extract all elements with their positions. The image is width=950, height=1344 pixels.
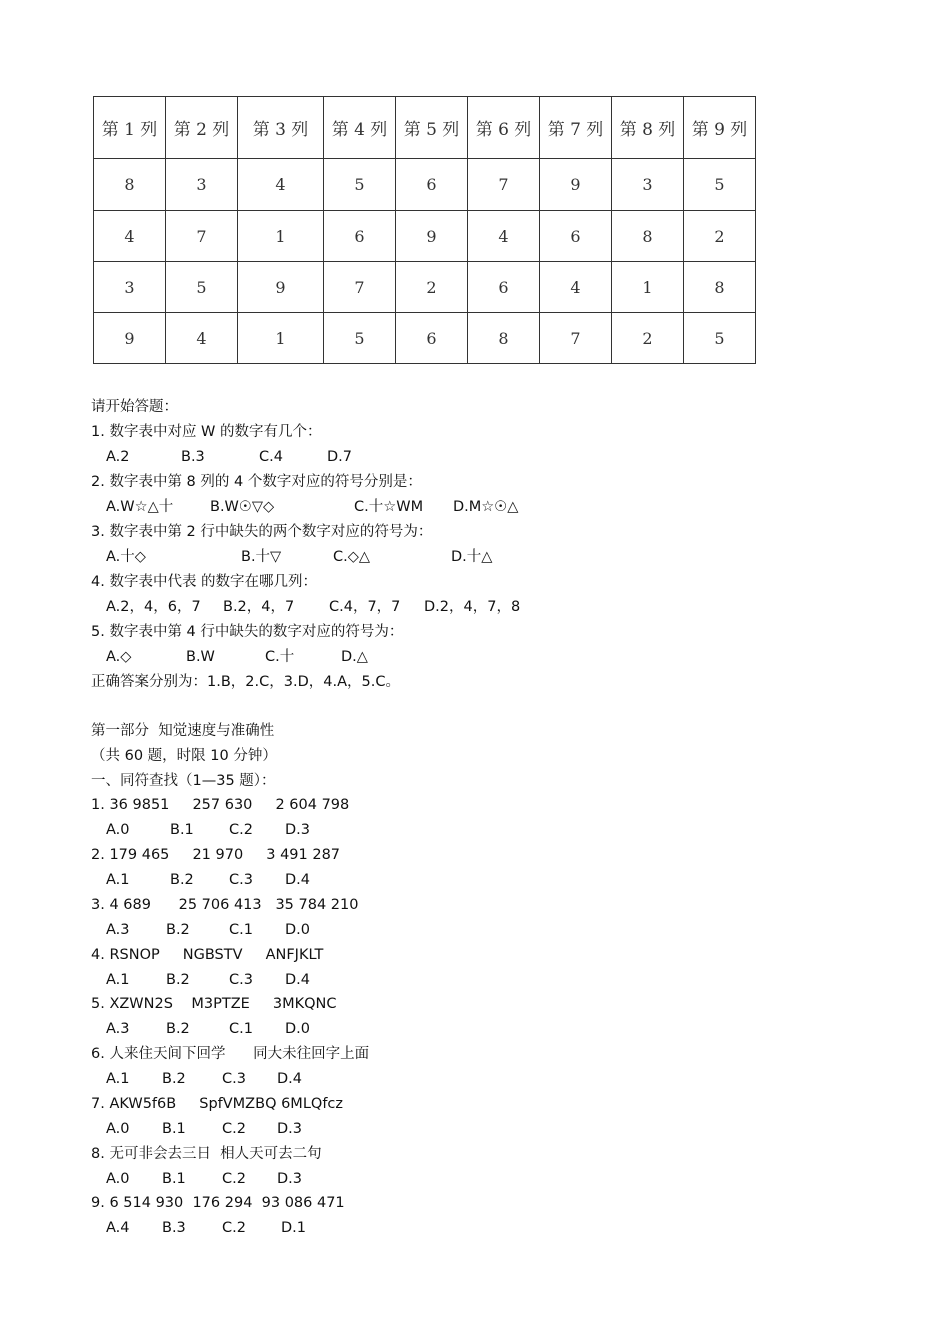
option: D.4 xyxy=(277,1071,302,1087)
start-instruction: 请开始答题： xyxy=(91,399,178,415)
option: C.十 xyxy=(265,649,295,665)
question-9: 9. 6 514 930 176 294 93 086 471 xyxy=(91,1195,345,1211)
table-cell: 4 xyxy=(540,262,612,313)
table-cell: 6 xyxy=(468,262,540,313)
table-cell: 5 xyxy=(684,313,756,364)
option: A.3 xyxy=(106,1021,130,1037)
table-cell: 7 xyxy=(540,313,612,364)
table-cell: 4 xyxy=(238,159,324,211)
option: D.3 xyxy=(277,1171,302,1187)
option: D.M☆☉△ xyxy=(453,499,519,515)
option: C.2 xyxy=(222,1220,246,1236)
table-cell: 3 xyxy=(166,159,238,211)
option: A.1 xyxy=(106,972,130,988)
table-row xyxy=(94,262,756,313)
table-cell: 5 xyxy=(166,262,238,313)
option: B.十▽ xyxy=(241,549,282,565)
option: B.1 xyxy=(162,1121,186,1137)
option: A.4 xyxy=(106,1220,130,1236)
table-header: 第 4 列 xyxy=(324,97,396,159)
table-cell: 1 xyxy=(238,211,324,262)
table-cell: 3 xyxy=(612,159,684,211)
option: A.◇ xyxy=(106,649,132,665)
option: A.2，4，6，7 xyxy=(106,599,201,615)
option: D.3 xyxy=(277,1121,302,1137)
option: D.7 xyxy=(327,449,352,465)
table-header: 第 9 列 xyxy=(684,97,756,159)
table-cell: 6 xyxy=(324,211,396,262)
option: C.1 xyxy=(229,922,253,938)
table-cell: 4 xyxy=(94,211,166,262)
option: C.2 xyxy=(222,1171,246,1187)
table-cell: 7 xyxy=(166,211,238,262)
option: A.W☆△十 xyxy=(106,499,174,515)
intro-question-4: 4. 数字表中代表 的数字在哪几列： xyxy=(91,574,318,590)
table-cell: 9 xyxy=(396,211,468,262)
table-header: 第 2 列 xyxy=(166,97,238,159)
table-header-row xyxy=(94,97,756,159)
answer-key: 正确答案分别为：1.B，2.C，3.D，4.A，5.C。 xyxy=(91,674,400,690)
section-heading: 一、同符查找（1—35 题）： xyxy=(91,773,276,789)
option: A.0 xyxy=(106,822,130,838)
table-cell: 1 xyxy=(612,262,684,313)
question-8: 8. 无可非会去三日 相人天可去二句 xyxy=(91,1146,322,1162)
option: C.3 xyxy=(229,972,253,988)
intro-question-2: 2. 数字表中第 8 列的 4 个数字对应的符号分别是： xyxy=(91,474,422,490)
part-title: 第一部分 知觉速度与准确性 xyxy=(91,723,275,739)
option: D.十△ xyxy=(451,549,493,565)
intro-question-1: 1. 数字表中对应 W 的数字有几个： xyxy=(91,424,322,440)
option: A.2 xyxy=(106,449,130,465)
question-2: 2. 179 465 21 970 3 491 287 xyxy=(91,847,341,863)
table-cell: 5 xyxy=(324,159,396,211)
question-3: 3. 4 689 25 706 413 35 784 210 xyxy=(91,897,359,913)
option: B.1 xyxy=(170,822,194,838)
option: B.2，4，7 xyxy=(223,599,295,615)
table-cell: 7 xyxy=(324,262,396,313)
option: D.4 xyxy=(285,872,310,888)
option: B.2 xyxy=(166,1021,190,1037)
table-cell: 6 xyxy=(396,313,468,364)
table-cell: 8 xyxy=(612,211,684,262)
table-cell: 2 xyxy=(612,313,684,364)
question-1: 1. 36 9851 257 630 2 604 798 xyxy=(91,797,350,813)
option: D.0 xyxy=(285,922,310,938)
table-cell: 3 xyxy=(94,262,166,313)
table-row xyxy=(94,211,756,262)
table-cell: 1 xyxy=(238,313,324,364)
option: B.3 xyxy=(162,1220,186,1236)
option: B.2 xyxy=(162,1071,186,1087)
option: A.0 xyxy=(106,1121,130,1137)
option: D.1 xyxy=(281,1220,306,1236)
option: C.◇△ xyxy=(333,549,371,565)
option: C.4，7，7 xyxy=(329,599,401,615)
option: B.W☉▽◇ xyxy=(210,499,275,515)
table-cell: 9 xyxy=(540,159,612,211)
option: D.3 xyxy=(285,822,310,838)
table-header: 第 1 列 xyxy=(94,97,166,159)
table-cell: 2 xyxy=(396,262,468,313)
table-cell: 9 xyxy=(238,262,324,313)
table-cell: 9 xyxy=(94,313,166,364)
option: A.3 xyxy=(106,922,130,938)
option: C.2 xyxy=(222,1121,246,1137)
table-row xyxy=(94,313,756,364)
table-row xyxy=(94,159,756,211)
table-header: 第 7 列 xyxy=(540,97,612,159)
table-header: 第 8 列 xyxy=(612,97,684,159)
option: B.3 xyxy=(181,449,205,465)
table-header: 第 5 列 xyxy=(396,97,468,159)
table-cell: 8 xyxy=(468,313,540,364)
table-cell: 8 xyxy=(94,159,166,211)
option: C.十☆WM xyxy=(354,499,424,515)
part-subtitle: （共 60 题，时限 10 分钟） xyxy=(91,748,277,764)
table-header: 第 3 列 xyxy=(238,97,324,159)
table-cell: 7 xyxy=(468,159,540,211)
question-5: 5. XZWN2S M3PTZE 3MKQNC xyxy=(91,996,337,1012)
option: B.2 xyxy=(166,922,190,938)
option: C.2 xyxy=(229,822,253,838)
intro-question-3: 3. 数字表中第 2 行中缺失的两个数字对应的符号为： xyxy=(91,524,433,540)
table-cell: 4 xyxy=(166,313,238,364)
option: B.W xyxy=(186,649,215,665)
table-cell: 2 xyxy=(684,211,756,262)
option: D.△ xyxy=(341,649,368,665)
table-cell: 6 xyxy=(396,159,468,211)
question-7: 7. AKW5f6B SpfVMZBQ 6MLQfcz xyxy=(91,1096,344,1112)
table-cell: 6 xyxy=(540,211,612,262)
option: A.0 xyxy=(106,1171,130,1187)
option: C.3 xyxy=(222,1071,246,1087)
question-6: 6. 人来住天间下回学 同大未往回字上面 xyxy=(91,1046,370,1062)
option: A.1 xyxy=(106,872,130,888)
option: A.1 xyxy=(106,1071,130,1087)
option: B.2 xyxy=(170,872,194,888)
table-cell: 5 xyxy=(324,313,396,364)
option: B.1 xyxy=(162,1171,186,1187)
option: C.4 xyxy=(259,449,283,465)
table-cell: 5 xyxy=(684,159,756,211)
option: B.2 xyxy=(166,972,190,988)
option: C.3 xyxy=(229,872,253,888)
option: C.1 xyxy=(229,1021,253,1037)
table-cell: 8 xyxy=(684,262,756,313)
question-4: 4. RSNOP NGBSTV ANFJKLT xyxy=(91,947,324,963)
option: D.2，4，7，8 xyxy=(424,599,521,615)
table-cell: 4 xyxy=(468,211,540,262)
table-header: 第 6 列 xyxy=(468,97,540,159)
number-table xyxy=(93,96,756,364)
intro-question-5: 5. 数字表中第 4 行中缺失的数字对应的符号为： xyxy=(91,624,404,640)
option: D.4 xyxy=(285,972,310,988)
option: D.0 xyxy=(285,1021,310,1037)
option: A.十◇ xyxy=(106,549,146,565)
